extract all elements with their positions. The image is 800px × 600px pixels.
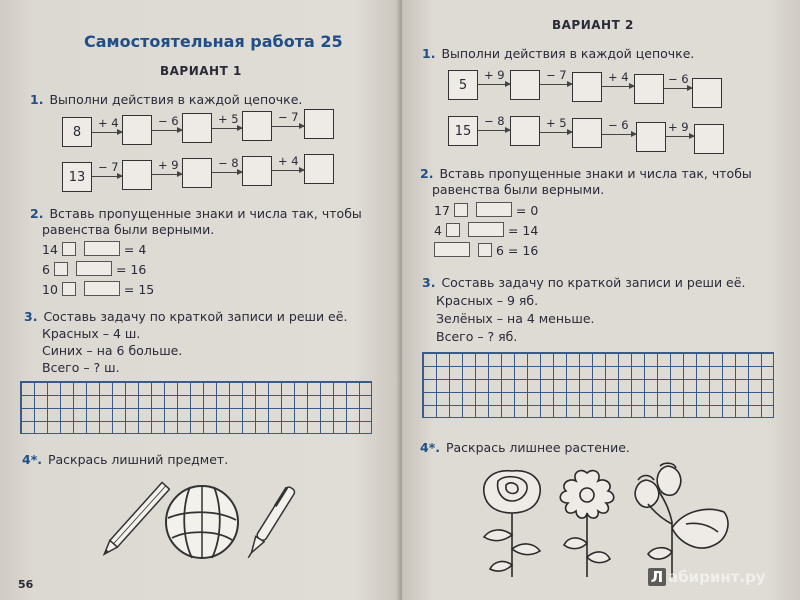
equation-result: = 15: [123, 282, 155, 297]
chain-operation: + 5: [218, 112, 239, 126]
arrow: [602, 86, 634, 87]
task-number: 3.: [24, 309, 38, 324]
ball-of-yarn-icon[interactable]: [162, 482, 242, 562]
watermark: [648, 568, 766, 586]
task-text: Вставь пропущенные знаки и числа так, чтобы: [439, 166, 752, 181]
answer-box[interactable]: [304, 109, 334, 139]
number-box[interactable]: [84, 241, 120, 256]
condition-line: Всего – ? ш.: [42, 360, 120, 375]
equation-row: [434, 202, 538, 218]
task-text: Составь задачу по краткой записи и реши её.: [43, 309, 348, 324]
variant-label: ВАРИАНТ 2: [552, 18, 634, 32]
variant-label: ВАРИАНТ 1: [160, 64, 242, 78]
chain-operation: − 6: [668, 72, 689, 86]
task-4: [420, 440, 630, 455]
task-number: 4*.: [22, 452, 42, 467]
arrow: [92, 176, 122, 177]
chain-start-box: 13: [62, 162, 92, 192]
chain-operation: + 4: [608, 70, 629, 84]
equation-number: 17: [434, 203, 450, 218]
chain-operation: − 8: [484, 114, 505, 128]
equation-row: [42, 241, 146, 257]
equation-result: 6 = 16: [496, 243, 539, 258]
equation-row: [434, 222, 538, 238]
task-2: [420, 166, 752, 181]
answer-box[interactable]: [694, 124, 724, 154]
number-box[interactable]: [476, 202, 512, 217]
answer-box[interactable]: [636, 122, 666, 152]
arrow: [92, 132, 122, 133]
task-text: Вставь пропущенные знаки и числа так, чтобы: [49, 206, 362, 221]
arrow: [272, 170, 304, 171]
chain-operation: − 7: [98, 160, 119, 174]
task-text-line2: равенства были верными.: [432, 182, 605, 197]
chain-operation: + 5: [546, 116, 567, 130]
equation-number: 6: [42, 262, 50, 277]
task-number: 3.: [422, 275, 436, 290]
strawberry-plant-icon[interactable]: [628, 462, 738, 580]
chain-operation: + 4: [98, 116, 119, 130]
answer-box[interactable]: [242, 156, 272, 186]
pen-icon[interactable]: [240, 478, 300, 568]
chain-operation: − 8: [218, 156, 239, 170]
arrow: [212, 172, 242, 173]
answer-box[interactable]: [122, 115, 152, 145]
number-box[interactable]: [84, 281, 120, 296]
condition-line: Красных – 9 яб.: [436, 293, 539, 308]
condition-line: Синих – на 6 больше.: [42, 343, 183, 358]
task-3: [422, 275, 745, 290]
number-box[interactable]: [76, 261, 112, 276]
equation-result: = 16: [115, 262, 147, 277]
number-box[interactable]: [468, 222, 504, 237]
answer-box[interactable]: [510, 116, 540, 146]
sign-box[interactable]: [62, 282, 76, 296]
chain-operation: + 9: [484, 68, 505, 82]
answer-box[interactable]: [122, 160, 152, 190]
task-1: [30, 92, 302, 107]
right-page: [402, 0, 800, 600]
task-number: 2.: [420, 166, 434, 181]
condition-line: Красных – 4 ш.: [42, 326, 141, 341]
task-number: 1.: [30, 92, 44, 107]
pencil-icon[interactable]: [100, 478, 170, 563]
equation-number: 4: [434, 223, 442, 238]
arrow: [212, 128, 242, 129]
task-text-line2: равенства были верными.: [42, 222, 215, 237]
answer-box[interactable]: [692, 78, 722, 108]
page-number: 56: [18, 578, 34, 591]
chain-operation: + 9: [668, 120, 689, 134]
sign-box[interactable]: [62, 242, 76, 256]
equation-result: = 0: [515, 203, 539, 218]
sign-box[interactable]: [54, 262, 68, 276]
arrow: [478, 84, 510, 85]
equation-row: [42, 261, 146, 277]
task-1: [422, 46, 694, 61]
chain-start-box: 5: [448, 70, 478, 100]
task-number: 4*.: [420, 440, 440, 455]
page-title: Самостоятельная работа 25: [84, 32, 343, 51]
arrow: [602, 134, 636, 135]
chain-operation: − 7: [546, 68, 567, 82]
answer-box[interactable]: [572, 72, 602, 102]
equation-result: = 4: [123, 242, 147, 257]
arrow: [666, 136, 694, 137]
flower-icon[interactable]: [552, 465, 622, 580]
answer-box[interactable]: [304, 154, 334, 184]
answer-box[interactable]: [572, 118, 602, 148]
task-2: [30, 206, 362, 221]
equation-number: 14: [42, 242, 58, 257]
chain-start-box: 8: [62, 117, 92, 147]
answer-grid[interactable]: [20, 381, 372, 434]
equation-row: [42, 281, 154, 297]
chain-start-box: 15: [448, 116, 478, 146]
task-number: 1.: [422, 46, 436, 61]
watermark-text: абиринт.ру: [668, 568, 766, 586]
arrow: [540, 84, 572, 85]
arrow: [272, 126, 304, 127]
arrow: [664, 88, 692, 89]
task-4: [22, 452, 228, 467]
equation-row: [430, 242, 538, 258]
arrow: [152, 130, 182, 131]
chain-operation: + 9: [158, 158, 179, 172]
task-3: [24, 309, 347, 324]
task-number: 2.: [30, 206, 44, 221]
equation-number: 10: [42, 282, 58, 297]
arrow: [478, 130, 510, 131]
condition-line: Зелёных – на 4 меньше.: [436, 311, 595, 326]
rose-icon[interactable]: [472, 465, 552, 580]
sign-box[interactable]: [446, 223, 460, 237]
answer-box[interactable]: [510, 70, 540, 100]
chain-operation: − 6: [608, 118, 629, 132]
arrow: [152, 174, 182, 175]
condition-line: Всего – ? яб.: [436, 329, 518, 344]
answer-box[interactable]: [182, 113, 212, 143]
answer-box[interactable]: [634, 74, 664, 104]
chain-operation: − 7: [278, 110, 299, 124]
sign-box[interactable]: [454, 203, 468, 217]
answer-grid[interactable]: [422, 352, 774, 418]
task-text: Выполни действия в каждой цепочке.: [49, 92, 303, 107]
arrow: [540, 132, 572, 133]
sign-box[interactable]: [478, 243, 492, 257]
chain-operation: − 6: [158, 114, 179, 128]
task-text: Раскрась лишнее растение.: [445, 440, 630, 455]
task-text: Составь задачу по краткой записи и реши её.: [441, 275, 746, 290]
watermark-badge: Л: [648, 568, 666, 586]
number-box[interactable]: [434, 242, 470, 257]
task-text: Раскрась лишний предмет.: [47, 452, 229, 467]
chain-operation: + 4: [278, 154, 299, 168]
equation-result: = 14: [507, 223, 539, 238]
answer-box[interactable]: [182, 158, 212, 188]
answer-box[interactable]: [242, 111, 272, 141]
task-text: Выполни действия в каждой цепочке.: [441, 46, 695, 61]
